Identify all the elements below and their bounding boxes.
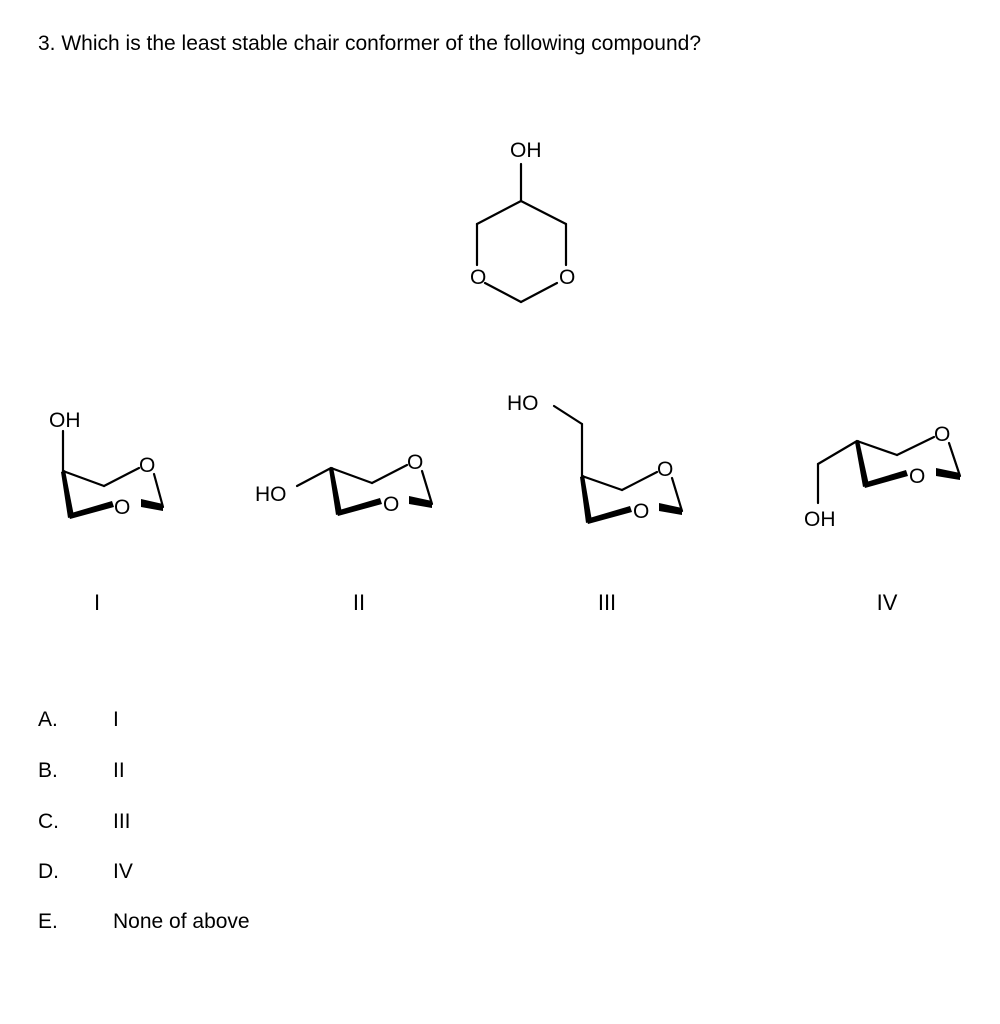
choice-e-answer: None of above: [113, 910, 250, 933]
choice-a-letter: A.: [38, 708, 58, 731]
conformer-label-ii: II: [352, 590, 366, 615]
conformer-ii-o-lower-label: O: [383, 493, 400, 516]
conformer-i-o-lower-label: O: [114, 496, 131, 519]
conformer-ii-o-upper-label: O: [407, 451, 424, 474]
choice-a-answer: I: [113, 708, 119, 731]
conformer-iii-o-upper-label: O: [657, 458, 674, 481]
choice-b-letter: B.: [38, 759, 58, 782]
choice-d-letter: D.: [38, 860, 59, 883]
parent-structure: [477, 164, 566, 302]
conformer-iv-structure: [818, 437, 960, 503]
conformer-iv-o-lower-label: O: [909, 465, 926, 488]
conformer-iii-o-lower-label: O: [633, 500, 650, 523]
conformer-label-i: I: [93, 590, 101, 615]
choice-d-answer: IV: [113, 860, 133, 883]
conformer-ii-ho-label: HO: [255, 483, 287, 506]
conformer-iv-oh-label: OH: [804, 508, 836, 531]
conformer-i-o-upper-label: O: [139, 454, 156, 477]
parent-oh-label: OH: [510, 139, 542, 162]
choice-e-letter: E.: [38, 910, 58, 933]
parent-o-right-label: O: [559, 266, 576, 289]
conformer-iv-o-upper-label: O: [934, 423, 951, 446]
choice-b-answer: II: [113, 759, 125, 782]
conformer-label-iii: III: [597, 590, 617, 615]
conformer-label-iv: IV: [876, 590, 898, 615]
parent-o-left-label: O: [470, 266, 487, 289]
conformer-iii-ho-label: HO: [507, 392, 539, 415]
conformer-i-oh-label: OH: [49, 409, 81, 432]
choice-c-letter: C.: [38, 810, 59, 833]
choice-c-answer: III: [113, 810, 131, 833]
question-text: 3. Which is the least stable chair conformer of the following compound?: [38, 32, 702, 55]
